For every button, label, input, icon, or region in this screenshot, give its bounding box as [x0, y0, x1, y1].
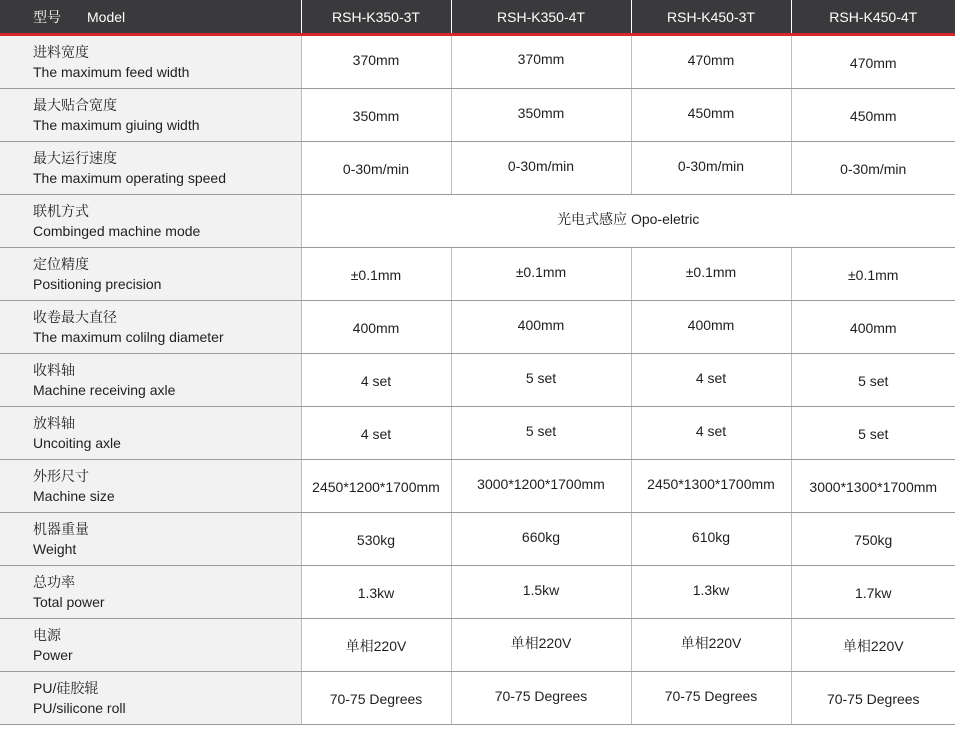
value-cell [791, 407, 955, 460]
value-text: 450mm [849, 108, 897, 124]
value-cell [301, 407, 451, 460]
row-label-zh: 联机方式 [33, 203, 89, 219]
value-text: ±0.1mm [350, 267, 402, 283]
row-label-zh: 收料轴 [33, 362, 75, 378]
value-text: 0-30m/min [840, 161, 907, 177]
value-text: 70-75 Degrees [329, 691, 423, 707]
value-text: 0-30m/min [677, 158, 745, 174]
value-text: 450mm [687, 105, 735, 121]
row-label-zh: 放料轴 [33, 415, 75, 431]
row-label-en: Machine size [33, 488, 115, 504]
value-cell [301, 35, 451, 89]
row-label [0, 142, 301, 195]
value-cell [301, 513, 451, 566]
value-text: 70-75 Degrees [494, 688, 588, 704]
value-cell [791, 301, 955, 354]
value-text: 350mm [517, 105, 565, 121]
header-model-en: Model [87, 8, 126, 25]
spec-row-gluing-width [0, 89, 955, 142]
row-label-zh: 电源 [33, 627, 61, 643]
value-text: ±0.1mm [515, 264, 567, 280]
row-label [0, 566, 301, 619]
value-text: 400mm [352, 320, 400, 336]
spec-row-weight [0, 513, 955, 566]
value-text: 370mm [517, 51, 565, 67]
value-cell [631, 248, 791, 301]
value-text: 3000*1200*1700mm [477, 476, 605, 492]
value-cell [301, 301, 451, 354]
value-text: 单相220V [842, 638, 904, 654]
row-label-en: Uncoiting axle [33, 435, 121, 451]
spec-row-combined-mode [0, 195, 955, 248]
row-label-zh: 最大运行速度 [33, 150, 117, 166]
spec-row-feed-width [0, 35, 955, 89]
value-cell [451, 89, 631, 142]
row-label-en: Combinged machine mode [33, 223, 201, 239]
value-text: 单相220V [510, 635, 572, 651]
spec-row-roll [0, 672, 955, 725]
value-text: 4 set [695, 423, 727, 439]
value-cell [631, 619, 791, 672]
value-cell [301, 248, 451, 301]
spec-row-power [0, 619, 955, 672]
header-col-4: RSH-K450-4T [791, 0, 955, 35]
row-label-en: Machine receiving axle [33, 382, 176, 398]
value-text: 750kg [854, 532, 893, 548]
value-cell [631, 354, 791, 407]
row-label [0, 354, 301, 407]
header-row [0, 0, 955, 35]
value-text: 400mm [849, 320, 897, 336]
row-label-zh: 进料宽度 [33, 44, 89, 60]
value-cell [631, 301, 791, 354]
value-text: 400mm [517, 317, 565, 333]
value-text: 3000*1300*1700mm [809, 479, 938, 495]
row-label-en: Positioning precision [33, 276, 162, 292]
value-cell [791, 35, 955, 89]
row-label [0, 513, 301, 566]
value-cell [791, 460, 955, 513]
row-label-zh: 收卷最大直径 [33, 309, 117, 325]
row-label-zh: PU/硅胶辊 [33, 680, 99, 696]
value-text: ±0.1mm [848, 267, 899, 283]
row-label-en: Total power [33, 594, 105, 610]
header-col-1: RSH-K350-3T [301, 0, 451, 35]
value-cell [631, 513, 791, 566]
value-cell [631, 89, 791, 142]
row-label-en: Weight [33, 541, 77, 557]
row-label [0, 248, 301, 301]
value-text: 0-30m/min [507, 158, 575, 174]
row-label-zh: 机器重量 [33, 521, 89, 537]
value-cell [301, 142, 451, 195]
value-text: 单相220V [680, 635, 742, 651]
value-text: 610kg [691, 529, 731, 545]
value-text: 0-30m/min [342, 161, 410, 177]
value-cell [631, 35, 791, 89]
spec-row-operating-speed [0, 142, 955, 195]
value-text: 5 set [858, 426, 889, 442]
spec-row-coiling-diameter [0, 301, 955, 354]
row-label [0, 301, 301, 354]
value-cell [791, 513, 955, 566]
value-text: 370mm [352, 52, 400, 68]
value-cell [791, 619, 955, 672]
row-label-en: The maximum colilng diameter [33, 329, 224, 345]
spec-row-machine-size [0, 460, 955, 513]
value-cell [301, 672, 451, 725]
value-cell [631, 460, 791, 513]
spec-row-positioning-precision [0, 248, 955, 301]
row-label-en: PU/silicone roll [33, 700, 126, 716]
row-label [0, 672, 301, 725]
value-cell [301, 566, 451, 619]
value-cell [631, 142, 791, 195]
spec-row-receiving-axle [0, 354, 955, 407]
value-text: 4 set [360, 373, 392, 389]
value-text: 350mm [352, 108, 400, 124]
value-cell [451, 407, 631, 460]
row-label [0, 407, 301, 460]
value-text: 470mm [849, 55, 897, 71]
row-label-en: The maximum feed width [33, 64, 190, 80]
row-label [0, 460, 301, 513]
header-col-3: RSH-K450-3T [631, 0, 791, 35]
value-text: 4 set [695, 370, 727, 386]
value-cell [451, 566, 631, 619]
value-cell [301, 460, 451, 513]
value-cell [451, 672, 631, 725]
row-label [0, 619, 301, 672]
value-text: 660kg [521, 529, 561, 545]
value-text: 1.7kw [854, 585, 892, 601]
value-cell [451, 513, 631, 566]
value-text: 5 set [525, 370, 557, 386]
row-label-en: The maximum operating speed [33, 170, 226, 186]
value-cell [791, 354, 955, 407]
value-text: 70-75 Degrees [826, 691, 920, 707]
spec-row-total-power [0, 566, 955, 619]
row-label-zh: 最大贴合宽度 [33, 97, 117, 113]
spec-row-uncoiling-axle [0, 407, 955, 460]
row-label [0, 195, 301, 248]
value-cell [791, 248, 955, 301]
value-cell [791, 142, 955, 195]
header-col-2: RSH-K350-4T [451, 0, 631, 35]
value-text: 1.3kw [357, 585, 395, 601]
value-text: 单相220V [345, 638, 407, 654]
row-label-zh: 定位精度 [33, 256, 89, 272]
row-label-en: The maximum giuing width [33, 117, 200, 133]
value-text: 5 set [858, 373, 889, 389]
value-cell [451, 301, 631, 354]
value-cell [301, 89, 451, 142]
value-cell [451, 460, 631, 513]
row-label [0, 35, 301, 89]
header-model-cell [0, 0, 301, 35]
value-cell [631, 566, 791, 619]
value-text: 光电式感应 Opo-eletric [557, 211, 700, 227]
value-cell [451, 248, 631, 301]
row-label-zh: 外形尺寸 [33, 468, 89, 484]
value-text: 2450*1300*1700mm [647, 476, 775, 492]
value-text: 4 set [360, 426, 392, 442]
value-text: 1.5kw [522, 582, 560, 598]
row-label-en: Power [33, 647, 73, 663]
value-cell [631, 407, 791, 460]
value-cell [301, 619, 451, 672]
value-cell [791, 89, 955, 142]
value-cell [791, 566, 955, 619]
value-text: 1.3kw [692, 582, 730, 598]
value-cell [451, 35, 631, 89]
header-model-zh: 型号 [33, 8, 61, 25]
value-cell [631, 672, 791, 725]
value-text: 530kg [356, 532, 396, 548]
value-cell [301, 354, 451, 407]
row-label-zh: 总功率 [33, 574, 75, 590]
value-text: ±0.1mm [685, 264, 737, 280]
value-text: 2450*1200*1700mm [312, 479, 440, 495]
value-cell [451, 619, 631, 672]
value-cell [451, 142, 631, 195]
value-cell [791, 672, 955, 725]
value-text: 470mm [687, 52, 735, 68]
value-text: 70-75 Degrees [664, 688, 758, 704]
row-label [0, 89, 301, 142]
value-text: 400mm [687, 317, 735, 333]
merged-value-cell [301, 195, 955, 248]
value-cell [451, 354, 631, 407]
value-text: 5 set [525, 423, 557, 439]
